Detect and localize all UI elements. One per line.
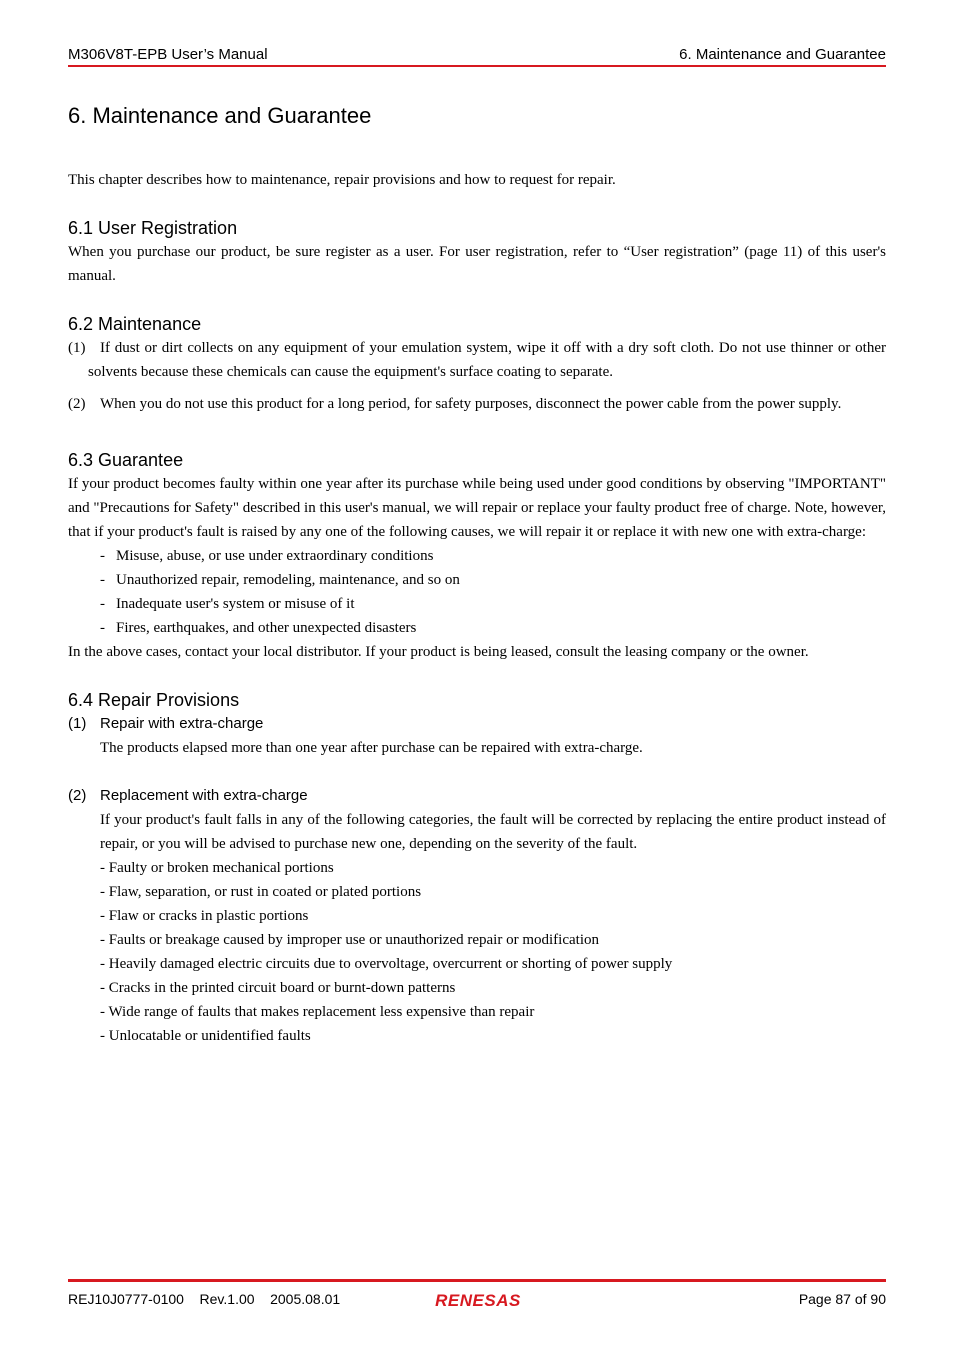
item-body: The products elapsed more than one year after purchase can be repaired with extra-charge.: [100, 740, 643, 756]
item-title: Repair with extra-charge: [100, 715, 264, 732]
list-item: - Faulty or broken mechanical portions: [100, 860, 334, 876]
header-rule: [68, 65, 886, 67]
section-guarantee: [68, 448, 886, 664]
list-item: - Flaw or cracks in plastic portions: [100, 908, 309, 924]
item-number: (2): [68, 396, 86, 412]
section-body: When you purchase our product, be sure register as a user. For user registration, refer to “User registration” (page 11) of this user's manual.: [68, 244, 886, 284]
renesas-logo: [422, 1289, 534, 1311]
item-text: If dust or dirt collects on any equipment of your emulation system, wipe it off with a dry soft cloth. Do not use thinner or other solvents because these chemicals can cause the equipment's surface coating to separate.: [88, 340, 886, 380]
list-item: - Wide range of faults that makes replacement less expensive than repair: [100, 1004, 535, 1020]
section-heading: 6.3 Guarantee: [68, 450, 184, 470]
maintenance-item: [68, 392, 886, 416]
page-footer: [68, 1289, 886, 1311]
list-item: - Flaw, separation, or rust in coated or plated portions: [100, 884, 422, 900]
list-item: - Cracks in the printed circuit board or burnt-down patterns: [100, 980, 456, 996]
section-user-registration: [68, 216, 886, 288]
section-body: If your product becomes faulty within one year after its purchase while being used under good conditions by observing "IMPORTANT" and "Precautions for Safety" described in this user's manual, we will repair or replace your faulty product free of charge. Note, however, that if your product's fault is raised by any one of the following causes, we will repair it or replace it with new one with extra-charge:: [68, 476, 886, 540]
section-heading: 6.4 Repair Provisions: [68, 690, 240, 710]
repair-item-replacement: [68, 784, 886, 1048]
maintenance-item: [68, 336, 886, 384]
footer-page-number: Page 87 of 90: [798, 1291, 886, 1307]
chapter-intro: This chapter describes how to maintenance, repair provisions and how to request for repair.: [68, 172, 616, 188]
footer-rule: [68, 1279, 886, 1282]
list-item: - Fires, earthquakes, and other unexpected disasters: [100, 620, 417, 636]
chapter-title: 6. Maintenance and Guarantee: [68, 103, 372, 128]
list-item: - Faults or breakage caused by improper use or unauthorized repair or modification: [100, 932, 599, 948]
footer-doc-info: REJ10J0777-0100 Rev.1.00 2005.08.01: [68, 1291, 341, 1307]
item-text: When you do not use this product for a long period, for safety purposes, disconnect the power cable from the power supply.: [100, 396, 842, 412]
list-item: - Unlocatable or unidentified faults: [100, 1028, 311, 1044]
item-number: (1): [68, 715, 87, 732]
item-body: If your product's fault falls in any of the following categories, the fault will be corrected by replacing the entire product instead of repair, or you will be advised to purchase new one, depending on the severity of the fault.: [100, 812, 886, 852]
section-heading: 6.1 User Registration: [68, 218, 238, 238]
section-repair-provisions: [68, 688, 886, 1048]
list-item: - Unauthorized repair, remodeling, maintenance, and so on: [100, 572, 460, 588]
svg-text:RENESAS: RENESAS: [435, 1291, 521, 1310]
page-content: [68, 100, 886, 1048]
list-item: - Misuse, abuse, or use under extraordinary conditions: [100, 548, 434, 564]
list-item: - Inadequate user's system or misuse of it: [100, 596, 355, 612]
section-heading: 6.2 Maintenance: [68, 314, 202, 334]
section-maintenance: [68, 312, 886, 416]
item-title: Replacement with extra-charge: [100, 787, 308, 804]
header-chapter-title: 6. Maintenance and Guarantee: [679, 46, 886, 63]
guarantee-closing: In the above cases, contact your local distributor. If your product is being leased, consult the leasing company or the owner.: [68, 644, 809, 660]
header-manual-title: M306V8T-EPB User’s Manual: [68, 46, 268, 63]
item-number: (2): [68, 787, 87, 804]
item-number: (1): [68, 340, 86, 356]
guarantee-causes-list: [68, 544, 886, 640]
page-header: [68, 46, 886, 66]
list-item: - Heavily damaged electric circuits due to overvoltage, overcurrent or shorting of power supply: [100, 956, 673, 972]
repair-item-extra-charge: [68, 712, 886, 760]
